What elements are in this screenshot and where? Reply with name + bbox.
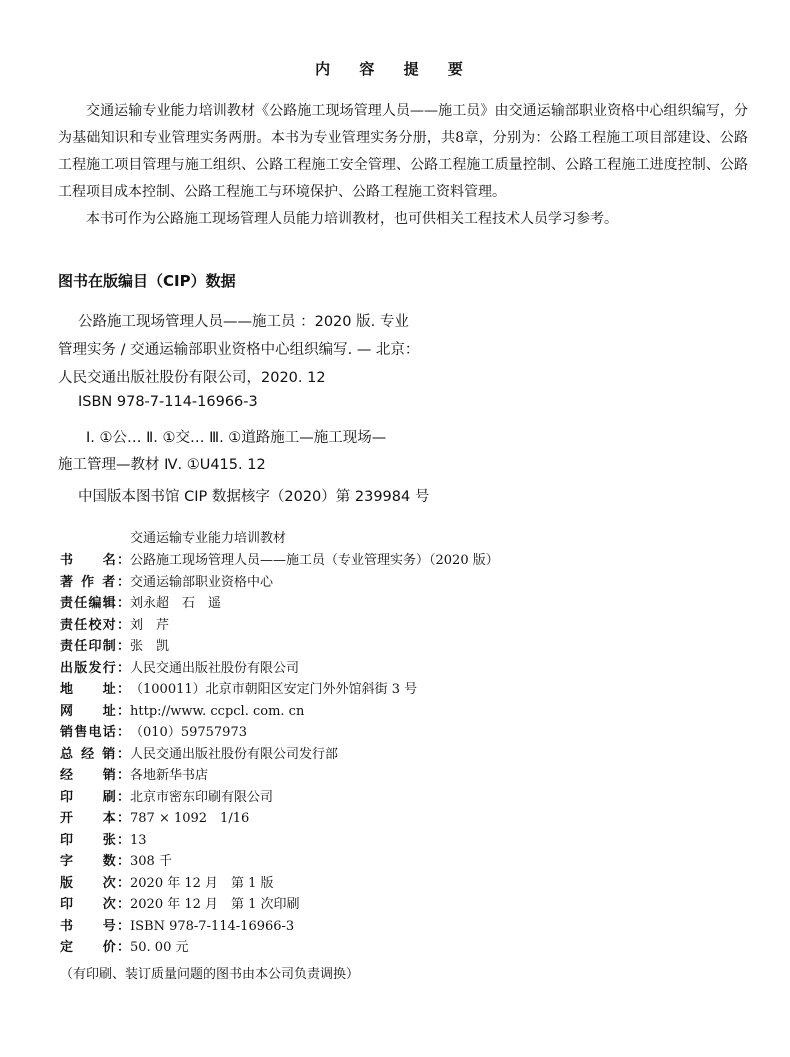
page-title: 内 容 提 要	[315, 60, 475, 78]
info-value: （010）59757973	[130, 725, 247, 740]
info-value: 2020 年 12 月 第 1 版	[130, 875, 274, 891]
summary-paragraph-1: 交通运输专业能力培训教材《公路施工现场管理人员——施工员》由交通运输部职业资格中心组织编写，分为基础知识和专业管理实务两册。本书为专业管理实务分册，共8章，分别为：公路工程施工项目部建设、公路工程施工项目管理与施工组织、公路工程施工安全管理、公路工程施工质量控制、公路工程施工进度控制、公路工程项目成本控制、公路工程施工与环境保护、公路工程施工资料管理。	[58, 103, 748, 200]
cip-line-3: 人民交通出版社股份有限公司，2020. 12	[58, 370, 326, 386]
info-label: 定 价：	[60, 940, 130, 955]
summary-paragraph-2: 本书可作为公路施工现场管理人员能力培训教材，也可供相关工程技术人员学习参考。	[86, 211, 618, 227]
cip-line-4: ISBN 978-7-114-16966-3	[78, 394, 258, 410]
cip-heading: 图书在版编目（CIP）数据	[58, 272, 236, 290]
cip-line-2: 管理实务 / 交通运输部职业资格中心组织编写. — 北京：	[58, 342, 420, 358]
info-value: 公路施工现场管理人员——施工员（专业管理实务）（2020 版）	[130, 553, 499, 568]
cip-line-6: 施工管理—教材 Ⅳ. ①U415. 12	[58, 457, 266, 473]
info-value: 50. 00 元	[130, 940, 189, 955]
info-row-isbn	[60, 917, 294, 937]
info-value: 刘永超 石 遥	[130, 596, 222, 611]
info-value: 787 × 1092 1/16	[130, 811, 250, 826]
info-row-sales-phone	[60, 723, 247, 743]
info-value: 13	[130, 832, 147, 848]
cip-line-1: 公路施工现场管理人员——施工员 ：2020 版. 专业	[78, 314, 409, 330]
content-summary	[58, 98, 748, 233]
info-row-proofreader	[60, 616, 169, 636]
info-row-title	[60, 551, 499, 571]
info-value: 2020 年 12 月 第 1 次印刷	[130, 897, 300, 912]
info-value: ISBN 978-7-114-16966-3	[130, 918, 295, 934]
info-row-format	[60, 809, 249, 829]
info-row-dealer	[60, 766, 208, 786]
info-label: 字 数：	[60, 854, 130, 869]
info-row-printer	[60, 788, 273, 808]
info-label: 责任编辑：	[60, 596, 130, 611]
info-label: 印 张：	[60, 832, 130, 848]
info-row-publisher	[60, 659, 299, 679]
info-row-printing-supervisor	[60, 637, 169, 657]
info-value: （100011）北京市朝阳区安定门外外馆斜街 3 号	[130, 682, 418, 697]
info-value: 北京市密东印刷有限公司	[130, 789, 274, 805]
quality-notice: （有印刷、装订质量问题的图书由本公司负责调换）	[60, 967, 360, 982]
info-value: 张 凯	[130, 639, 170, 654]
info-label: 责任印制：	[60, 639, 130, 654]
info-row-editor	[60, 594, 221, 614]
info-label: 地 址：	[60, 682, 130, 697]
info-row-address	[60, 680, 417, 700]
info-label: 书 号：	[60, 918, 130, 934]
info-value: 308 千	[130, 854, 172, 869]
info-label: 经 销：	[60, 768, 130, 783]
info-row-impression	[60, 895, 300, 915]
info-label: 著 作 者：	[60, 574, 130, 590]
info-value: 各地新华书店	[130, 768, 209, 783]
info-row-sheets	[60, 831, 147, 851]
info-label: 版 次：	[60, 875, 130, 891]
info-row-website	[60, 702, 304, 722]
info-value: 刘 芹	[130, 617, 170, 633]
info-value: 人民交通出版社股份有限公司发行部	[130, 746, 339, 762]
info-label: 开 本：	[60, 811, 130, 826]
info-label: 网 址：	[60, 703, 130, 719]
info-label: 责任校对：	[60, 617, 130, 633]
info-label: 印 刷：	[60, 789, 130, 805]
info-row-price	[60, 938, 188, 958]
info-value: http://www. ccpcl. com. cn	[130, 703, 305, 719]
cip-line-7: 中国版本图书馆 CIP 数据核字（2020）第 239984 号	[78, 489, 430, 505]
info-label: 书 名：	[60, 553, 130, 568]
info-label: 总 经 销：	[60, 746, 130, 762]
series-name: 交通运输专业能力培训教材	[130, 531, 287, 546]
info-value: 交通运输部职业资格中心	[130, 574, 274, 590]
info-value: 人民交通出版社股份有限公司	[130, 660, 300, 676]
info-row-distributor	[60, 745, 338, 765]
info-label: 销售电话：	[60, 725, 130, 740]
info-label: 出版发行：	[60, 660, 130, 676]
info-label: 印 次：	[60, 897, 130, 912]
cip-line-5: Ⅰ. ①公… Ⅱ. ①交… Ⅲ. ①道路施工—施工现场—	[86, 430, 387, 446]
info-row-author	[60, 573, 273, 593]
info-row-word-count	[60, 852, 172, 872]
info-row-edition	[60, 874, 274, 894]
